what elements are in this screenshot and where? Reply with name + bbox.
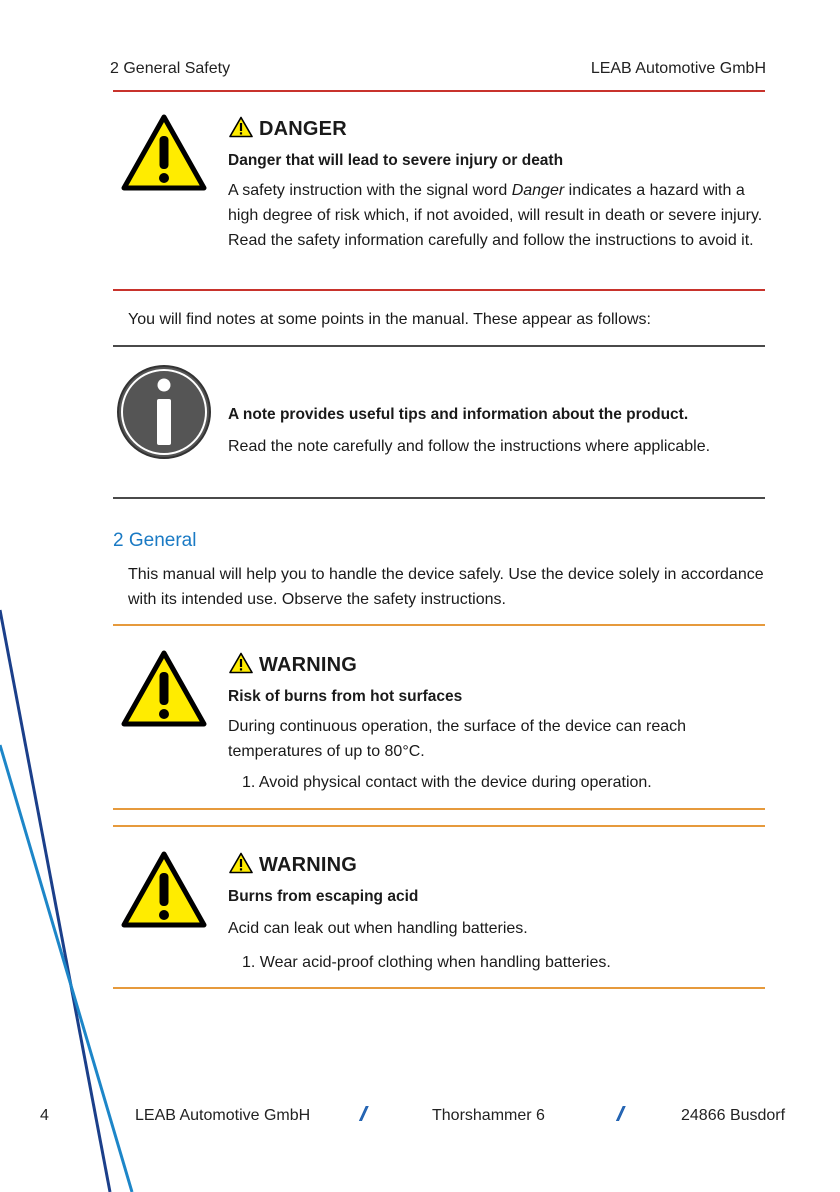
warning-triangle-icon (121, 851, 207, 929)
warning1-signal-label: WARNING (259, 654, 358, 676)
danger-body-italic: Danger (511, 182, 565, 199)
note-top-rule (113, 345, 765, 347)
warning2-step: 1. Wear acid-proof clothing when handling batteries. (242, 954, 611, 971)
footer-separator: // (617, 1104, 621, 1126)
warning1-bottom-rule (113, 808, 765, 810)
danger-signal-label: DANGER (259, 118, 347, 140)
small-warning-icon (229, 852, 253, 874)
footer-city: 24866 Busdorf (681, 1107, 786, 1124)
warning-triangle-icon (121, 650, 207, 728)
warning2-bottom-rule (113, 987, 765, 989)
warning2-signal-label: WARNING (259, 854, 358, 876)
warning-triangle-icon (121, 114, 207, 192)
note-title: A note provides useful tips and information about the product. (228, 406, 689, 423)
notes-intro: You will find notes at some points in the manual. These appear as follows: (128, 311, 651, 328)
warning2-signal-word (229, 852, 357, 877)
warning1-body: During continuous operation, the surface of the device can reach temperatures of up to 80°C. (228, 718, 687, 760)
danger-title: Danger that will lead to severe injury or death (228, 152, 564, 169)
header-section-title: 2 General Safety (110, 60, 231, 77)
warning2-body: Acid can leak out when handling batteries. (228, 920, 528, 937)
warning1-step: 1. Avoid physical contact with the device during operation. (242, 774, 652, 791)
danger-body-suffix: indicates a hazard with a high degree of risk which, if not avoided, will result in death or severe injury. Read the safety information carefully and follow the instructions to avoid it. (228, 182, 763, 249)
section-heading: 2 General (113, 530, 197, 551)
info-icon (115, 363, 213, 461)
section-body: This manual will help you to handle the device safely. Use the device solely in accordance with its intended use. Observe the safety instructions. (128, 566, 764, 608)
header-company: LEAB Automotive GmbH (590, 60, 766, 77)
warning2-title: Burns from escaping acid (228, 888, 419, 905)
danger-body (228, 178, 764, 253)
warning1-signal-word (229, 652, 357, 677)
warning1-title: Risk of burns from hot surfaces (228, 688, 463, 705)
warning2-top-rule (113, 825, 765, 827)
footer-separator: // (360, 1104, 364, 1126)
note-bottom-rule (113, 497, 765, 499)
small-warning-icon (229, 652, 253, 674)
footer-street: Thorshammer 6 (432, 1107, 545, 1124)
footer-company: LEAB Automotive GmbH (135, 1107, 311, 1124)
danger-top-rule (113, 90, 765, 92)
warning1-top-rule (113, 624, 765, 626)
danger-body-prefix: A safety instruction with the signal word (228, 182, 512, 199)
note-body: Read the note carefully and follow the instructions where applicable. (228, 438, 711, 455)
small-warning-icon (229, 116, 253, 138)
danger-signal-word (229, 116, 347, 141)
page-number: 4 (40, 1107, 49, 1124)
danger-bottom-rule (113, 289, 765, 291)
